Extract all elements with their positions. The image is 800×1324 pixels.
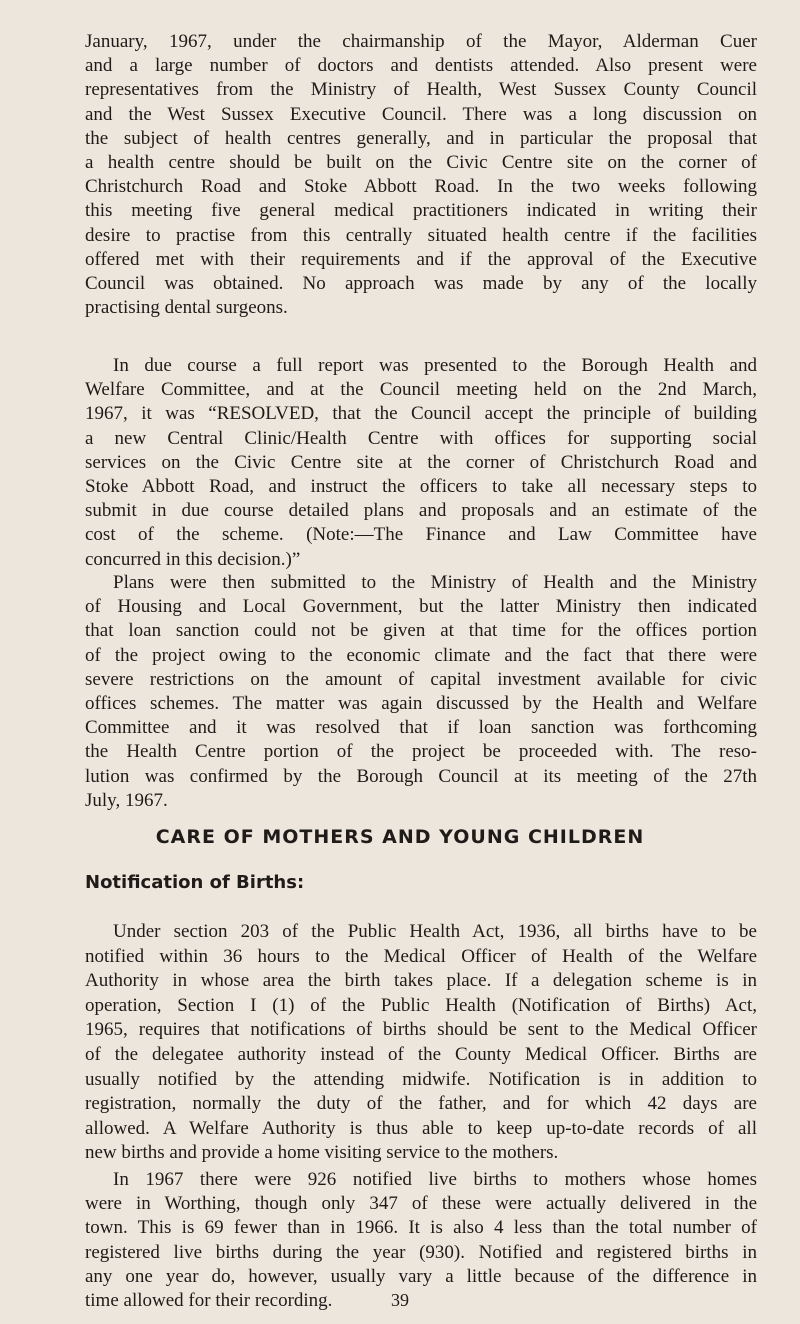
text-line: In due course a full report was presented to the Borough Health and [113, 355, 757, 376]
text-line: new births and provide a home visiting service to the mothers. [85, 1142, 559, 1164]
text-line: In 1967 there were 926 notified live births to mothers whose homes [113, 1169, 757, 1190]
text-line: cost of the scheme. (Note:—The Finance and Law Committee have [85, 524, 757, 546]
text-line: Welfare Committee, and at the Council meeting held on the 2nd March, [85, 379, 757, 401]
text-line: that loan sanction could not be given at that time for the offices portion [85, 620, 757, 642]
text-line: operation, Section I (1) of the Public Health (Notification of Births) Act, [85, 994, 757, 1016]
text-line: practising dental surgeons. [85, 297, 288, 319]
text-line: town. This is 69 fewer than in 1966. It is also 4 less than the total number of [85, 1217, 757, 1239]
text-line: concurred in this decision.)” [85, 548, 301, 570]
text-line: the Health Centre portion of the project be proceeded with. The reso- [85, 741, 757, 763]
text-line: severe restrictions on the amount of capital investment available for civic [85, 668, 757, 690]
paragraph-2 [85, 354, 757, 572]
text-line: lution was confirmed by the Borough Council at its meeting of the 27th [85, 765, 757, 787]
text-line: 1965, requires that notifications of births should be sent to the Medical Officer [85, 1019, 757, 1041]
text-line: the subject of health centres generally, and in particular the proposal that [85, 127, 757, 149]
subheading: Notification of Births: [85, 872, 305, 893]
text-line: January, 1967, under the chairmanship of the Mayor, Alderman Cuer [85, 31, 757, 52]
text-line: usually notified by the attending midwife. Notification is in addition to [85, 1068, 757, 1090]
text-line: registration, normally the duty of the father, and for which 42 days are [85, 1093, 757, 1115]
paragraph-3 [85, 571, 757, 813]
text-line: notified within 36 hours to the Medical Officer of Health of the Welfare [85, 945, 757, 967]
text-line: Council was obtained. No approach was made by any of the locally [85, 273, 757, 295]
text-line: a new Central Clinic/Health Centre with offices for supporting social [85, 427, 757, 449]
text-line: Authority in whose area the birth takes place. If a delegation scheme is in [85, 970, 757, 992]
text-line: this meeting five general medical practitioners indicated in writing their [85, 200, 757, 222]
text-line: Christchurch Road and Stoke Abbott Road. In the two weeks following [85, 176, 757, 198]
text-line: Stoke Abbott Road, and instruct the officers to take all necessary steps to [85, 476, 757, 498]
paragraph-4 [85, 920, 757, 1166]
text-line: time allowed for their recording. [85, 1290, 333, 1312]
text-line: and the West Sussex Executive Council. There was a long discussion on [85, 103, 757, 125]
text-line: and a large number of doctors and dentists attended. Also present were [85, 55, 757, 77]
text-line: representatives from the Ministry of Health, West Sussex County Council [85, 79, 757, 101]
text-line: Committee and it was resolved that if loan sanction was forthcoming [85, 717, 757, 739]
text-line: submit in due course detailed plans and proposals and an estimate of the [85, 500, 757, 522]
text-line: 1967, it was “RESOLVED, that the Council accept the principle of building [85, 403, 757, 425]
text-line: July, 1967. [85, 789, 168, 811]
text-line: offered met with their requirements and if the approval of the Executive [85, 248, 757, 270]
paragraph-1 [85, 30, 757, 320]
text-line: were in Worthing, though only 347 of these were actually delivered in the [85, 1193, 757, 1215]
section-heading: CARE OF MOTHERS AND YOUNG CHILDREN [155, 826, 645, 848]
text-line: allowed. A Welfare Authority is thus able to keep up-to-date records of all [85, 1117, 757, 1139]
text-line: of the project owing to the economic climate and the fact that there were [85, 644, 757, 666]
text-line: registered live births during the year (930). Notified and registered births in [85, 1241, 757, 1263]
text-line: a health centre should be built on the Civic Centre site on the corner of [85, 152, 757, 174]
text-line: of Housing and Local Government, but the latter Ministry then indicated [85, 596, 757, 618]
text-line: Plans were then submitted to the Ministry of Health and the Ministry [113, 572, 757, 593]
text-line: Under section 203 of the Public Health Act, 1936, all births have to be [113, 921, 757, 942]
page-number: 39 [391, 1290, 409, 1310]
text-line: any one year do, however, usually vary a little because of the difference in [85, 1265, 757, 1287]
text-line: offices schemes. The matter was again discussed by the Health and Welfare [85, 693, 757, 715]
text-line: of the delegatee authority instead of the County Medical Officer. Births are [85, 1043, 757, 1065]
text-line: desire to practise from this centrally situated health centre if the facilities [85, 224, 757, 246]
text-line: services on the Civic Centre site at the corner of Christchurch Road and [85, 451, 757, 473]
